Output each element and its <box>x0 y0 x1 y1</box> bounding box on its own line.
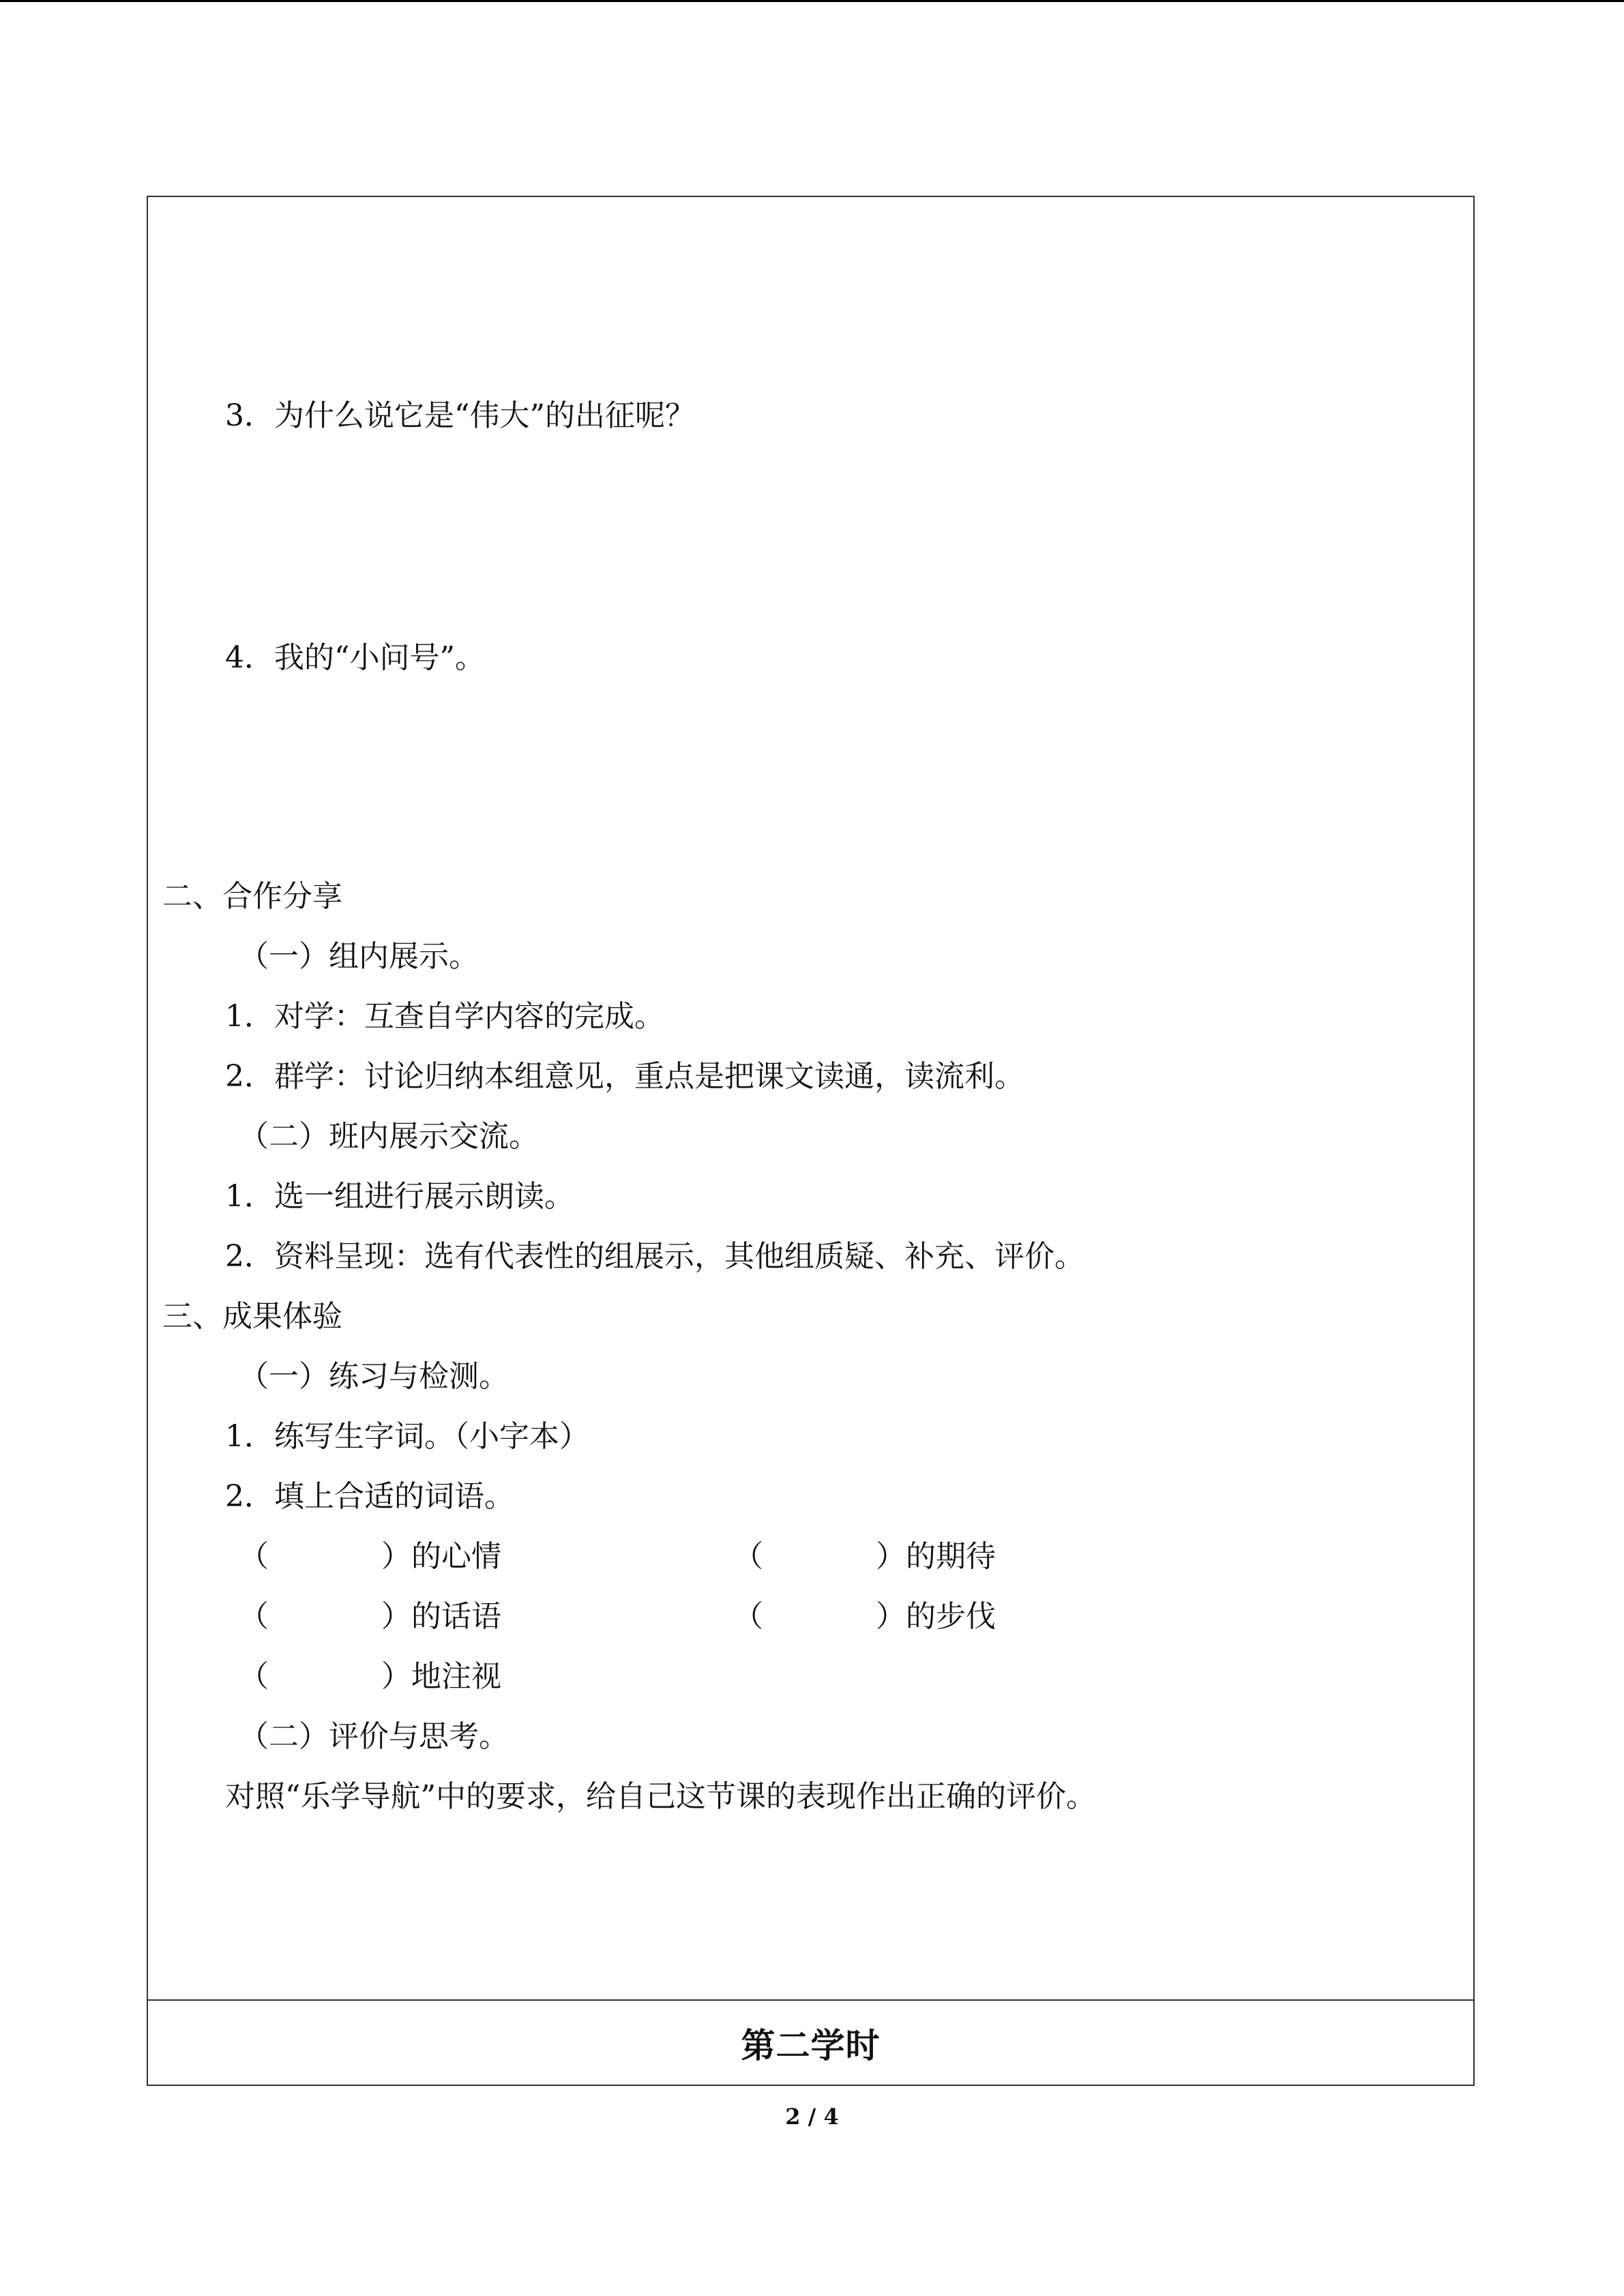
list-item: 1．选一组进行展示朗读。 <box>225 1179 574 1214</box>
list-item: 2．资料呈现：选有代表性的组展示，其他组质疑、补充、评价。 <box>225 1239 1084 1274</box>
top-rule <box>0 0 1624 2</box>
subheading-practice: （一）练习与检测。 <box>239 1359 509 1394</box>
question-4: 4．我的“小问号”。 <box>225 640 485 675</box>
list-item: 1．对学：互查自学内容的完成。 <box>225 999 664 1034</box>
list-item: 1．练写生字词。（小字本） <box>225 1419 589 1454</box>
evaluation-text: 对照“乐学导航”中的要求，给自己这节课的表现作出正确的评价。 <box>225 1779 1096 1814</box>
section-title: 第二学时 <box>741 2025 881 2066</box>
fill-blank-item: （ ）地注视 <box>239 1659 501 1694</box>
fill-blank-item: （ ）的步伐 <box>733 1599 996 1634</box>
section-heading-cooperate: 二、合作分享 <box>162 879 342 914</box>
section-heading-results: 三、成果体验 <box>162 1299 342 1334</box>
list-item: 2．群学：讨论归纳本组意见，重点是把课文读通，读流利。 <box>225 1059 1024 1094</box>
fill-blank-item: （ ）的话语 <box>239 1599 501 1634</box>
page-number: 2 / 4 <box>785 2104 839 2130</box>
subheading-class-display: （二）班内展示交流。 <box>239 1119 539 1154</box>
list-item: 2．填上合适的词语。 <box>225 1479 514 1514</box>
section-title-cell <box>148 2001 1473 2085</box>
subheading-group-display: （一）组内展示。 <box>239 939 479 974</box>
fill-blank-item: （ ）的期待 <box>733 1539 996 1574</box>
fill-blank-item: （ ）的心情 <box>239 1539 501 1574</box>
subheading-evaluation: （二）评价与思考。 <box>239 1719 509 1754</box>
question-3: 3．为什么说它是“伟大”的出征呢？ <box>225 398 695 433</box>
